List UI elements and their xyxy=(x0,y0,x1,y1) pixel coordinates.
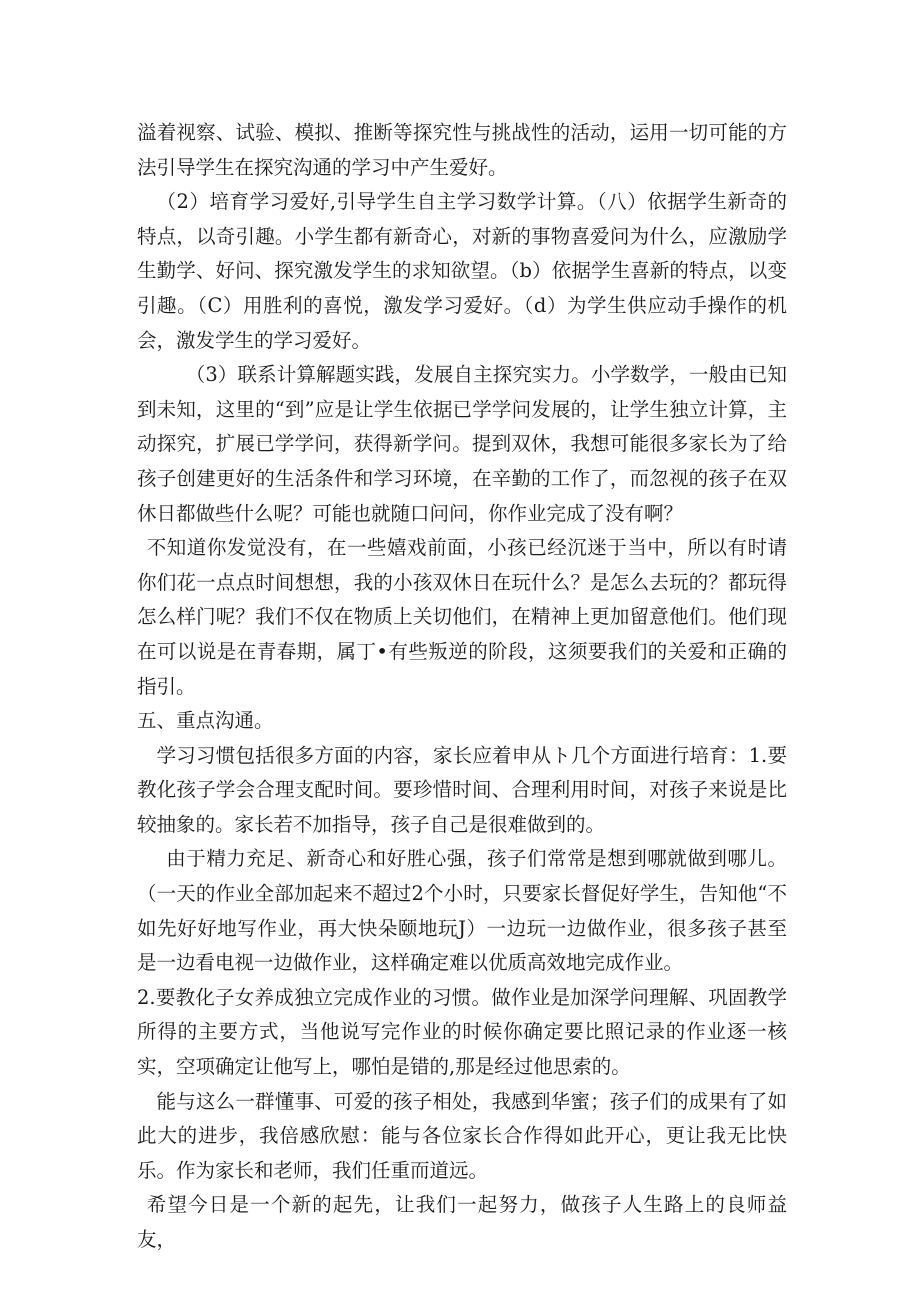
paragraph-study-habits: 学习习惯包括很多方面的内容，家长应着申从ト几个方面进行培育：1.要教化孩子学会合理支配时间。要珍惜时间、合理利用时间，对孩子来说是比较抽象的。家长若不加指导，孩子自己是很难做到的。 xyxy=(137,743,787,836)
section-heading-key-communication: 五、重点沟通。 xyxy=(137,709,274,733)
document-body xyxy=(137,116,787,1258)
paragraph-interest-cultivation: （2）培育学习爱好,引导学生自主学习数学计算。（八）依据学生新奇的特点，以奇引趣。小学生都有新奇心，对新的事物喜爱问为什么，应激励学生勤学、好问、探究激发学生的求知欲望。（b）依据学生喜新的特点，以变引趣。（C）用胜利的喜悦，激发学习爱好。（d）为学生供应动手操作的机会，激发学生的学习爱好。 xyxy=(137,190,787,352)
paragraph-intro-continuation: 溢着视察、试验、模拟、推断等探究性与挑战性的活动，运用一切可能的方法引导学生在探究沟通的学习中产生爱好。 xyxy=(137,121,787,179)
paragraph-closing-hope: 希望今日是一个新的起先，让我们一起努力，做孩子人生路上的良师益友， xyxy=(137,1193,787,1251)
paragraph-energy-curiosity: 由于精力充足、新奇心和好胜心强，孩子们常常是想到哪就做到哪儿。（一天的作业全部加起来不超过2个小时，只要家长督促好学生，告知他“不如先好好地写作业，再大快朵颐地玩J）一边玩一边做作业，很多孩子甚至是一边看电视一边做作业，这样确定难以优质高效地完成作业。 xyxy=(137,847,787,975)
paragraph-practice-exploration: （3）联系计算解题实践，发展自主探究实力。小学数学，一般由已知到未知，这里的“到”应是让学生依据已学学问发展的，让学生独立计算，主动探究，扩展已学学问，获得新学问。提到双休，我想可能很多家长为了给孩子创建更好的生活条件和学习环境，在辛勤的工作了，而忽视的孩子在双休日都做些什么呢？可能也就随口问问，你作业完成了没有啊？ xyxy=(137,363,787,525)
paragraph-independent-homework: 2.要教化子女养成独立完成作业的习惯。做作业是加深学问理解、巩固教学所得的主要方式，当他说写完作业的时候你确定要比照记录的作业逐一核实，空项确定让他写上，哪怕是错的,那是经过他思索的。 xyxy=(137,985,787,1079)
paragraph-gratitude: 能与这么一群懂事、可爱的孩子相处，我感到华蜜；孩子们的成果有了如此大的进步，我倍感欣慰：能与各位家长合作得如此开心，更让我无比快乐。作为家长和老师，我们任重而道远。 xyxy=(137,1089,787,1182)
paragraph-games-weekend: 不知道你发觉没有，在一些嬉戏前面，小孩已经沉迷于当中，所以有时请你们花一点点时间想想，我的小孩双休日在玩什么？是怎么去玩的？都玩得怎么样门呢？我们不仅在物质上关切他们，在精神上更加留意他们。他们现在可以说是在青春期，属丁•有些叛逆的阶段，这须要我们的关爱和正确的指引。 xyxy=(137,536,787,698)
